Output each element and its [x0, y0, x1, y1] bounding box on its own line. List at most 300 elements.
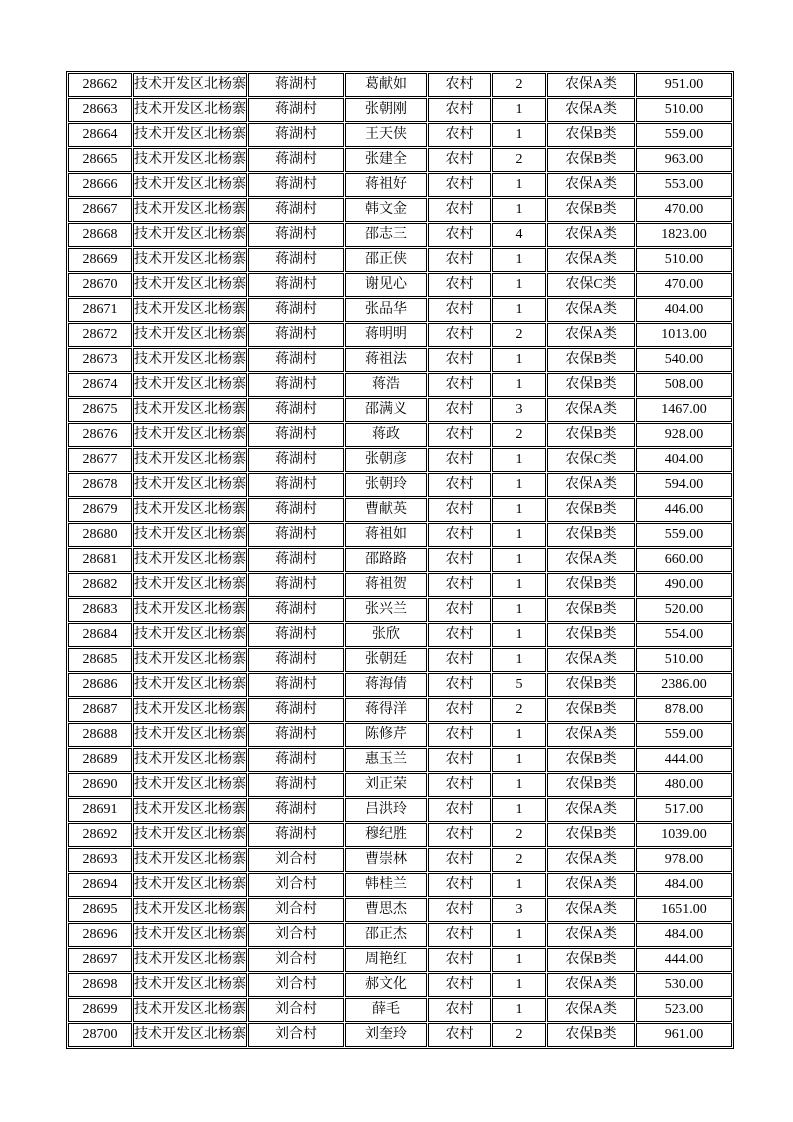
- table-row: [68, 948, 732, 972]
- cell-count: 1: [492, 298, 546, 322]
- cell-name: 邵满义: [345, 398, 427, 422]
- cell-district: 技术开发区北杨寨: [133, 923, 247, 947]
- cell-category: 农保A类: [547, 798, 635, 822]
- cell-district: 技术开发区北杨寨: [133, 173, 247, 197]
- table-row: [68, 398, 732, 422]
- cell-village: 蒋湖村: [248, 473, 344, 497]
- cell-name: 邵志三: [345, 223, 427, 247]
- cell-amount: 484.00: [636, 873, 732, 897]
- cell-district: 技术开发区北杨寨: [133, 998, 247, 1022]
- cell-count: 1: [492, 773, 546, 797]
- cell-amount: 1651.00: [636, 898, 732, 922]
- cell-count: 1: [492, 798, 546, 822]
- cell-count: 2: [492, 698, 546, 722]
- table-row: [68, 798, 732, 822]
- cell-residence: 农村: [428, 598, 491, 622]
- cell-id: 28673: [68, 348, 132, 372]
- table-row: [68, 273, 732, 297]
- cell-id: 28677: [68, 448, 132, 472]
- cell-district: 技术开发区北杨寨: [133, 673, 247, 697]
- cell-count: 1: [492, 548, 546, 572]
- cell-category: 农保B类: [547, 1023, 635, 1047]
- cell-id: 28695: [68, 898, 132, 922]
- cell-name: 蒋祖如: [345, 523, 427, 547]
- cell-category: 农保B类: [547, 598, 635, 622]
- cell-residence: 农村: [428, 223, 491, 247]
- cell-residence: 农村: [428, 473, 491, 497]
- cell-residence: 农村: [428, 1023, 491, 1047]
- cell-residence: 农村: [428, 73, 491, 97]
- cell-residence: 农村: [428, 948, 491, 972]
- cell-category: 农保B类: [547, 348, 635, 372]
- cell-village: 蒋湖村: [248, 773, 344, 797]
- cell-amount: 404.00: [636, 298, 732, 322]
- cell-district: 技术开发区北杨寨: [133, 523, 247, 547]
- cell-category: 农保B类: [547, 948, 635, 972]
- cell-amount: 1039.00: [636, 823, 732, 847]
- table-row: [68, 973, 732, 997]
- cell-count: 1: [492, 748, 546, 772]
- cell-id: 28669: [68, 248, 132, 272]
- cell-id: 28690: [68, 773, 132, 797]
- cell-residence: 农村: [428, 173, 491, 197]
- cell-amount: 523.00: [636, 998, 732, 1022]
- cell-count: 3: [492, 898, 546, 922]
- cell-amount: 510.00: [636, 648, 732, 672]
- cell-count: 1: [492, 998, 546, 1022]
- cell-count: 2: [492, 848, 546, 872]
- cell-village: 刘合村: [248, 848, 344, 872]
- cell-name: 张朝玲: [345, 473, 427, 497]
- cell-residence: 农村: [428, 898, 491, 922]
- cell-category: 农保B类: [547, 198, 635, 222]
- cell-id: 28663: [68, 98, 132, 122]
- cell-residence: 农村: [428, 973, 491, 997]
- cell-amount: 520.00: [636, 598, 732, 622]
- cell-district: 技术开发区北杨寨: [133, 823, 247, 847]
- cell-id: 28667: [68, 198, 132, 222]
- cell-name: 蒋祖好: [345, 173, 427, 197]
- cell-category: 农保A类: [547, 298, 635, 322]
- cell-id: 28679: [68, 498, 132, 522]
- cell-count: 1: [492, 873, 546, 897]
- cell-count: 1: [492, 98, 546, 122]
- cell-id: 28665: [68, 148, 132, 172]
- cell-residence: 农村: [428, 423, 491, 447]
- cell-village: 蒋湖村: [248, 73, 344, 97]
- cell-residence: 农村: [428, 623, 491, 647]
- cell-name: 蒋海倩: [345, 673, 427, 697]
- cell-residence: 农村: [428, 998, 491, 1022]
- cell-category: 农保A类: [547, 548, 635, 572]
- table-row: [68, 348, 732, 372]
- cell-category: 农保A类: [547, 648, 635, 672]
- cell-village: 蒋湖村: [248, 348, 344, 372]
- table-row: [68, 648, 732, 672]
- cell-amount: 1823.00: [636, 223, 732, 247]
- cell-count: 1: [492, 923, 546, 947]
- cell-village: 蒋湖村: [248, 198, 344, 222]
- cell-name: 蒋明明: [345, 323, 427, 347]
- cell-district: 技术开发区北杨寨: [133, 573, 247, 597]
- cell-name: 葛献如: [345, 73, 427, 97]
- cell-residence: 农村: [428, 398, 491, 422]
- cell-village: 蒋湖村: [248, 248, 344, 272]
- table-row: [68, 498, 732, 522]
- cell-amount: 978.00: [636, 848, 732, 872]
- cell-district: 技术开发区北杨寨: [133, 648, 247, 672]
- cell-district: 技术开发区北杨寨: [133, 448, 247, 472]
- cell-id: 28691: [68, 798, 132, 822]
- cell-category: 农保A类: [547, 973, 635, 997]
- table-row: [68, 448, 732, 472]
- cell-name: 蒋得洋: [345, 698, 427, 722]
- cell-id: 28687: [68, 698, 132, 722]
- cell-district: 技术开发区北杨寨: [133, 473, 247, 497]
- cell-id: 28674: [68, 373, 132, 397]
- cell-count: 1: [492, 573, 546, 597]
- cell-name: 邵路路: [345, 548, 427, 572]
- table-row: [68, 923, 732, 947]
- cell-residence: 农村: [428, 673, 491, 697]
- cell-amount: 540.00: [636, 348, 732, 372]
- cell-district: 技术开发区北杨寨: [133, 348, 247, 372]
- cell-category: 农保B类: [547, 423, 635, 447]
- cell-residence: 农村: [428, 798, 491, 822]
- cell-village: 蒋湖村: [248, 648, 344, 672]
- cell-village: 刘合村: [248, 898, 344, 922]
- cell-count: 1: [492, 498, 546, 522]
- cell-count: 4: [492, 223, 546, 247]
- cell-residence: 农村: [428, 748, 491, 772]
- cell-count: 2: [492, 1023, 546, 1047]
- cell-district: 技术开发区北杨寨: [133, 198, 247, 222]
- cell-name: 惠玉兰: [345, 748, 427, 772]
- table-row: [68, 148, 732, 172]
- table-row: [68, 98, 732, 122]
- cell-village: 刘合村: [248, 973, 344, 997]
- cell-village: 蒋湖村: [248, 98, 344, 122]
- table-row: [68, 198, 732, 222]
- cell-category: 农保B类: [547, 673, 635, 697]
- cell-residence: 农村: [428, 848, 491, 872]
- cell-amount: 470.00: [636, 198, 732, 222]
- cell-category: 农保A类: [547, 73, 635, 97]
- cell-category: 农保A类: [547, 848, 635, 872]
- cell-amount: 559.00: [636, 523, 732, 547]
- cell-name: 韩桂兰: [345, 873, 427, 897]
- cell-id: 28689: [68, 748, 132, 772]
- pension-records-table: [66, 71, 734, 1049]
- cell-name: 张朝廷: [345, 648, 427, 672]
- cell-amount: 444.00: [636, 948, 732, 972]
- cell-amount: 963.00: [636, 148, 732, 172]
- cell-name: 郝文化: [345, 973, 427, 997]
- cell-name: 张建全: [345, 148, 427, 172]
- cell-category: 农保A类: [547, 473, 635, 497]
- cell-district: 技术开发区北杨寨: [133, 248, 247, 272]
- cell-residence: 农村: [428, 648, 491, 672]
- cell-district: 技术开发区北杨寨: [133, 273, 247, 297]
- cell-district: 技术开发区北杨寨: [133, 548, 247, 572]
- cell-village: 蒋湖村: [248, 823, 344, 847]
- cell-residence: 农村: [428, 523, 491, 547]
- cell-count: 2: [492, 423, 546, 447]
- cell-district: 技术开发区北杨寨: [133, 623, 247, 647]
- cell-village: 蒋湖村: [248, 398, 344, 422]
- cell-district: 技术开发区北杨寨: [133, 1023, 247, 1047]
- cell-district: 技术开发区北杨寨: [133, 973, 247, 997]
- cell-name: 张朝刚: [345, 98, 427, 122]
- cell-name: 刘正荣: [345, 773, 427, 797]
- cell-id: 28666: [68, 173, 132, 197]
- cell-amount: 961.00: [636, 1023, 732, 1047]
- cell-id: 28681: [68, 548, 132, 572]
- cell-id: 28685: [68, 648, 132, 672]
- cell-name: 蒋浩: [345, 373, 427, 397]
- table-row: [68, 298, 732, 322]
- table-row: [68, 823, 732, 847]
- table-row: [68, 1023, 732, 1047]
- cell-amount: 559.00: [636, 123, 732, 147]
- cell-category: 农保A类: [547, 98, 635, 122]
- table-row: [68, 998, 732, 1022]
- cell-id: 28678: [68, 473, 132, 497]
- cell-name: 薛毛: [345, 998, 427, 1022]
- cell-district: 技术开发区北杨寨: [133, 873, 247, 897]
- cell-village: 蒋湖村: [248, 673, 344, 697]
- cell-residence: 农村: [428, 148, 491, 172]
- cell-name: 王天侠: [345, 123, 427, 147]
- cell-count: 1: [492, 523, 546, 547]
- cell-amount: 490.00: [636, 573, 732, 597]
- cell-residence: 农村: [428, 873, 491, 897]
- cell-amount: 660.00: [636, 548, 732, 572]
- table-row: [68, 723, 732, 747]
- cell-amount: 951.00: [636, 73, 732, 97]
- cell-village: 刘合村: [248, 998, 344, 1022]
- cell-amount: 480.00: [636, 773, 732, 797]
- cell-id: 28671: [68, 298, 132, 322]
- cell-residence: 农村: [428, 248, 491, 272]
- cell-id: 28686: [68, 673, 132, 697]
- table-row: [68, 323, 732, 347]
- table-row: [68, 598, 732, 622]
- table-row: [68, 423, 732, 447]
- cell-category: 农保B类: [547, 748, 635, 772]
- cell-village: 蒋湖村: [248, 723, 344, 747]
- cell-district: 技术开发区北杨寨: [133, 98, 247, 122]
- cell-category: 农保A类: [547, 323, 635, 347]
- cell-id: 28699: [68, 998, 132, 1022]
- cell-count: 1: [492, 348, 546, 372]
- cell-count: 1: [492, 123, 546, 147]
- cell-residence: 农村: [428, 498, 491, 522]
- cell-village: 蒋湖村: [248, 123, 344, 147]
- cell-category: 农保C类: [547, 448, 635, 472]
- cell-id: 28680: [68, 523, 132, 547]
- cell-district: 技术开发区北杨寨: [133, 373, 247, 397]
- cell-count: 1: [492, 198, 546, 222]
- cell-village: 蒋湖村: [248, 498, 344, 522]
- cell-count: 1: [492, 248, 546, 272]
- cell-id: 28692: [68, 823, 132, 847]
- cell-district: 技术开发区北杨寨: [133, 298, 247, 322]
- cell-id: 28700: [68, 1023, 132, 1047]
- cell-category: 农保A类: [547, 998, 635, 1022]
- cell-category: 农保A类: [547, 873, 635, 897]
- cell-residence: 农村: [428, 298, 491, 322]
- cell-id: 28694: [68, 873, 132, 897]
- cell-amount: 508.00: [636, 373, 732, 397]
- cell-count: 1: [492, 723, 546, 747]
- cell-village: 蒋湖村: [248, 698, 344, 722]
- cell-district: 技术开发区北杨寨: [133, 848, 247, 872]
- cell-id: 28688: [68, 723, 132, 747]
- cell-residence: 农村: [428, 448, 491, 472]
- cell-count: 2: [492, 148, 546, 172]
- cell-name: 蒋祖法: [345, 348, 427, 372]
- cell-residence: 农村: [428, 373, 491, 397]
- cell-category: 农保A类: [547, 173, 635, 197]
- cell-residence: 农村: [428, 273, 491, 297]
- cell-district: 技术开发区北杨寨: [133, 398, 247, 422]
- cell-name: 陈修芹: [345, 723, 427, 747]
- cell-count: 2: [492, 323, 546, 347]
- cell-count: 1: [492, 473, 546, 497]
- table-row: [68, 373, 732, 397]
- cell-residence: 农村: [428, 348, 491, 372]
- cell-district: 技术开发区北杨寨: [133, 798, 247, 822]
- table-row: [68, 773, 732, 797]
- cell-village: 蒋湖村: [248, 173, 344, 197]
- cell-category: 农保B类: [547, 773, 635, 797]
- cell-name: 曹思杰: [345, 898, 427, 922]
- cell-count: 1: [492, 648, 546, 672]
- cell-district: 技术开发区北杨寨: [133, 898, 247, 922]
- cell-amount: 510.00: [636, 98, 732, 122]
- cell-name: 蒋祖贺: [345, 573, 427, 597]
- cell-id: 28670: [68, 273, 132, 297]
- cell-id: 28672: [68, 323, 132, 347]
- cell-count: 5: [492, 673, 546, 697]
- cell-name: 蒋政: [345, 423, 427, 447]
- cell-amount: 444.00: [636, 748, 732, 772]
- cell-category: 农保B类: [547, 623, 635, 647]
- cell-village: 蒋湖村: [248, 748, 344, 772]
- cell-name: 刘奎玲: [345, 1023, 427, 1047]
- cell-count: 3: [492, 398, 546, 422]
- cell-count: 1: [492, 173, 546, 197]
- cell-amount: 878.00: [636, 698, 732, 722]
- cell-amount: 446.00: [636, 498, 732, 522]
- cell-name: 谢见心: [345, 273, 427, 297]
- table-row: [68, 123, 732, 147]
- cell-residence: 农村: [428, 323, 491, 347]
- cell-id: 28698: [68, 973, 132, 997]
- cell-category: 农保B类: [547, 823, 635, 847]
- cell-district: 技术开发区北杨寨: [133, 698, 247, 722]
- cell-category: 农保B类: [547, 373, 635, 397]
- cell-district: 技术开发区北杨寨: [133, 223, 247, 247]
- cell-amount: 2386.00: [636, 673, 732, 697]
- cell-count: 1: [492, 623, 546, 647]
- cell-residence: 农村: [428, 698, 491, 722]
- cell-name: 张兴兰: [345, 598, 427, 622]
- table-row: [68, 173, 732, 197]
- cell-amount: 553.00: [636, 173, 732, 197]
- cell-id: 28697: [68, 948, 132, 972]
- table-row: [68, 848, 732, 872]
- cell-district: 技术开发区北杨寨: [133, 148, 247, 172]
- cell-district: 技术开发区北杨寨: [133, 598, 247, 622]
- cell-district: 技术开发区北杨寨: [133, 773, 247, 797]
- cell-district: 技术开发区北杨寨: [133, 948, 247, 972]
- cell-village: 蒋湖村: [248, 148, 344, 172]
- cell-district: 技术开发区北杨寨: [133, 748, 247, 772]
- table-row: [68, 573, 732, 597]
- cell-count: 2: [492, 73, 546, 97]
- cell-village: 蒋湖村: [248, 448, 344, 472]
- table-row: [68, 748, 732, 772]
- cell-name: 韩文金: [345, 198, 427, 222]
- cell-village: 蒋湖村: [248, 423, 344, 447]
- cell-id: 28662: [68, 73, 132, 97]
- table-row: [68, 548, 732, 572]
- cell-name: 曹崇林: [345, 848, 427, 872]
- cell-id: 28676: [68, 423, 132, 447]
- cell-village: 蒋湖村: [248, 323, 344, 347]
- cell-name: 邵正侠: [345, 248, 427, 272]
- cell-village: 蒋湖村: [248, 223, 344, 247]
- cell-id: 28682: [68, 573, 132, 597]
- cell-village: 蒋湖村: [248, 523, 344, 547]
- cell-id: 28684: [68, 623, 132, 647]
- cell-district: 技术开发区北杨寨: [133, 723, 247, 747]
- table-row: [68, 473, 732, 497]
- cell-amount: 1467.00: [636, 398, 732, 422]
- cell-category: 农保B类: [547, 123, 635, 147]
- cell-village: 蒋湖村: [248, 548, 344, 572]
- cell-amount: 510.00: [636, 248, 732, 272]
- cell-amount: 530.00: [636, 973, 732, 997]
- cell-name: 邵正杰: [345, 923, 427, 947]
- table-row: [68, 873, 732, 897]
- cell-count: 2: [492, 823, 546, 847]
- cell-village: 蒋湖村: [248, 298, 344, 322]
- cell-village: 蒋湖村: [248, 373, 344, 397]
- table-row: [68, 223, 732, 247]
- cell-name: 周艳红: [345, 948, 427, 972]
- table-row: [68, 623, 732, 647]
- cell-category: 农保A类: [547, 923, 635, 947]
- cell-district: 技术开发区北杨寨: [133, 498, 247, 522]
- cell-id: 28696: [68, 923, 132, 947]
- cell-village: 刘合村: [248, 923, 344, 947]
- cell-category: 农保A类: [547, 723, 635, 747]
- cell-village: 刘合村: [248, 1023, 344, 1047]
- table-row: [68, 73, 732, 97]
- cell-amount: 1013.00: [636, 323, 732, 347]
- cell-count: 1: [492, 448, 546, 472]
- cell-amount: 559.00: [636, 723, 732, 747]
- cell-amount: 470.00: [636, 273, 732, 297]
- cell-amount: 517.00: [636, 798, 732, 822]
- cell-id: 28693: [68, 848, 132, 872]
- cell-category: 农保C类: [547, 273, 635, 297]
- cell-residence: 农村: [428, 923, 491, 947]
- cell-name: 吕洪玲: [345, 798, 427, 822]
